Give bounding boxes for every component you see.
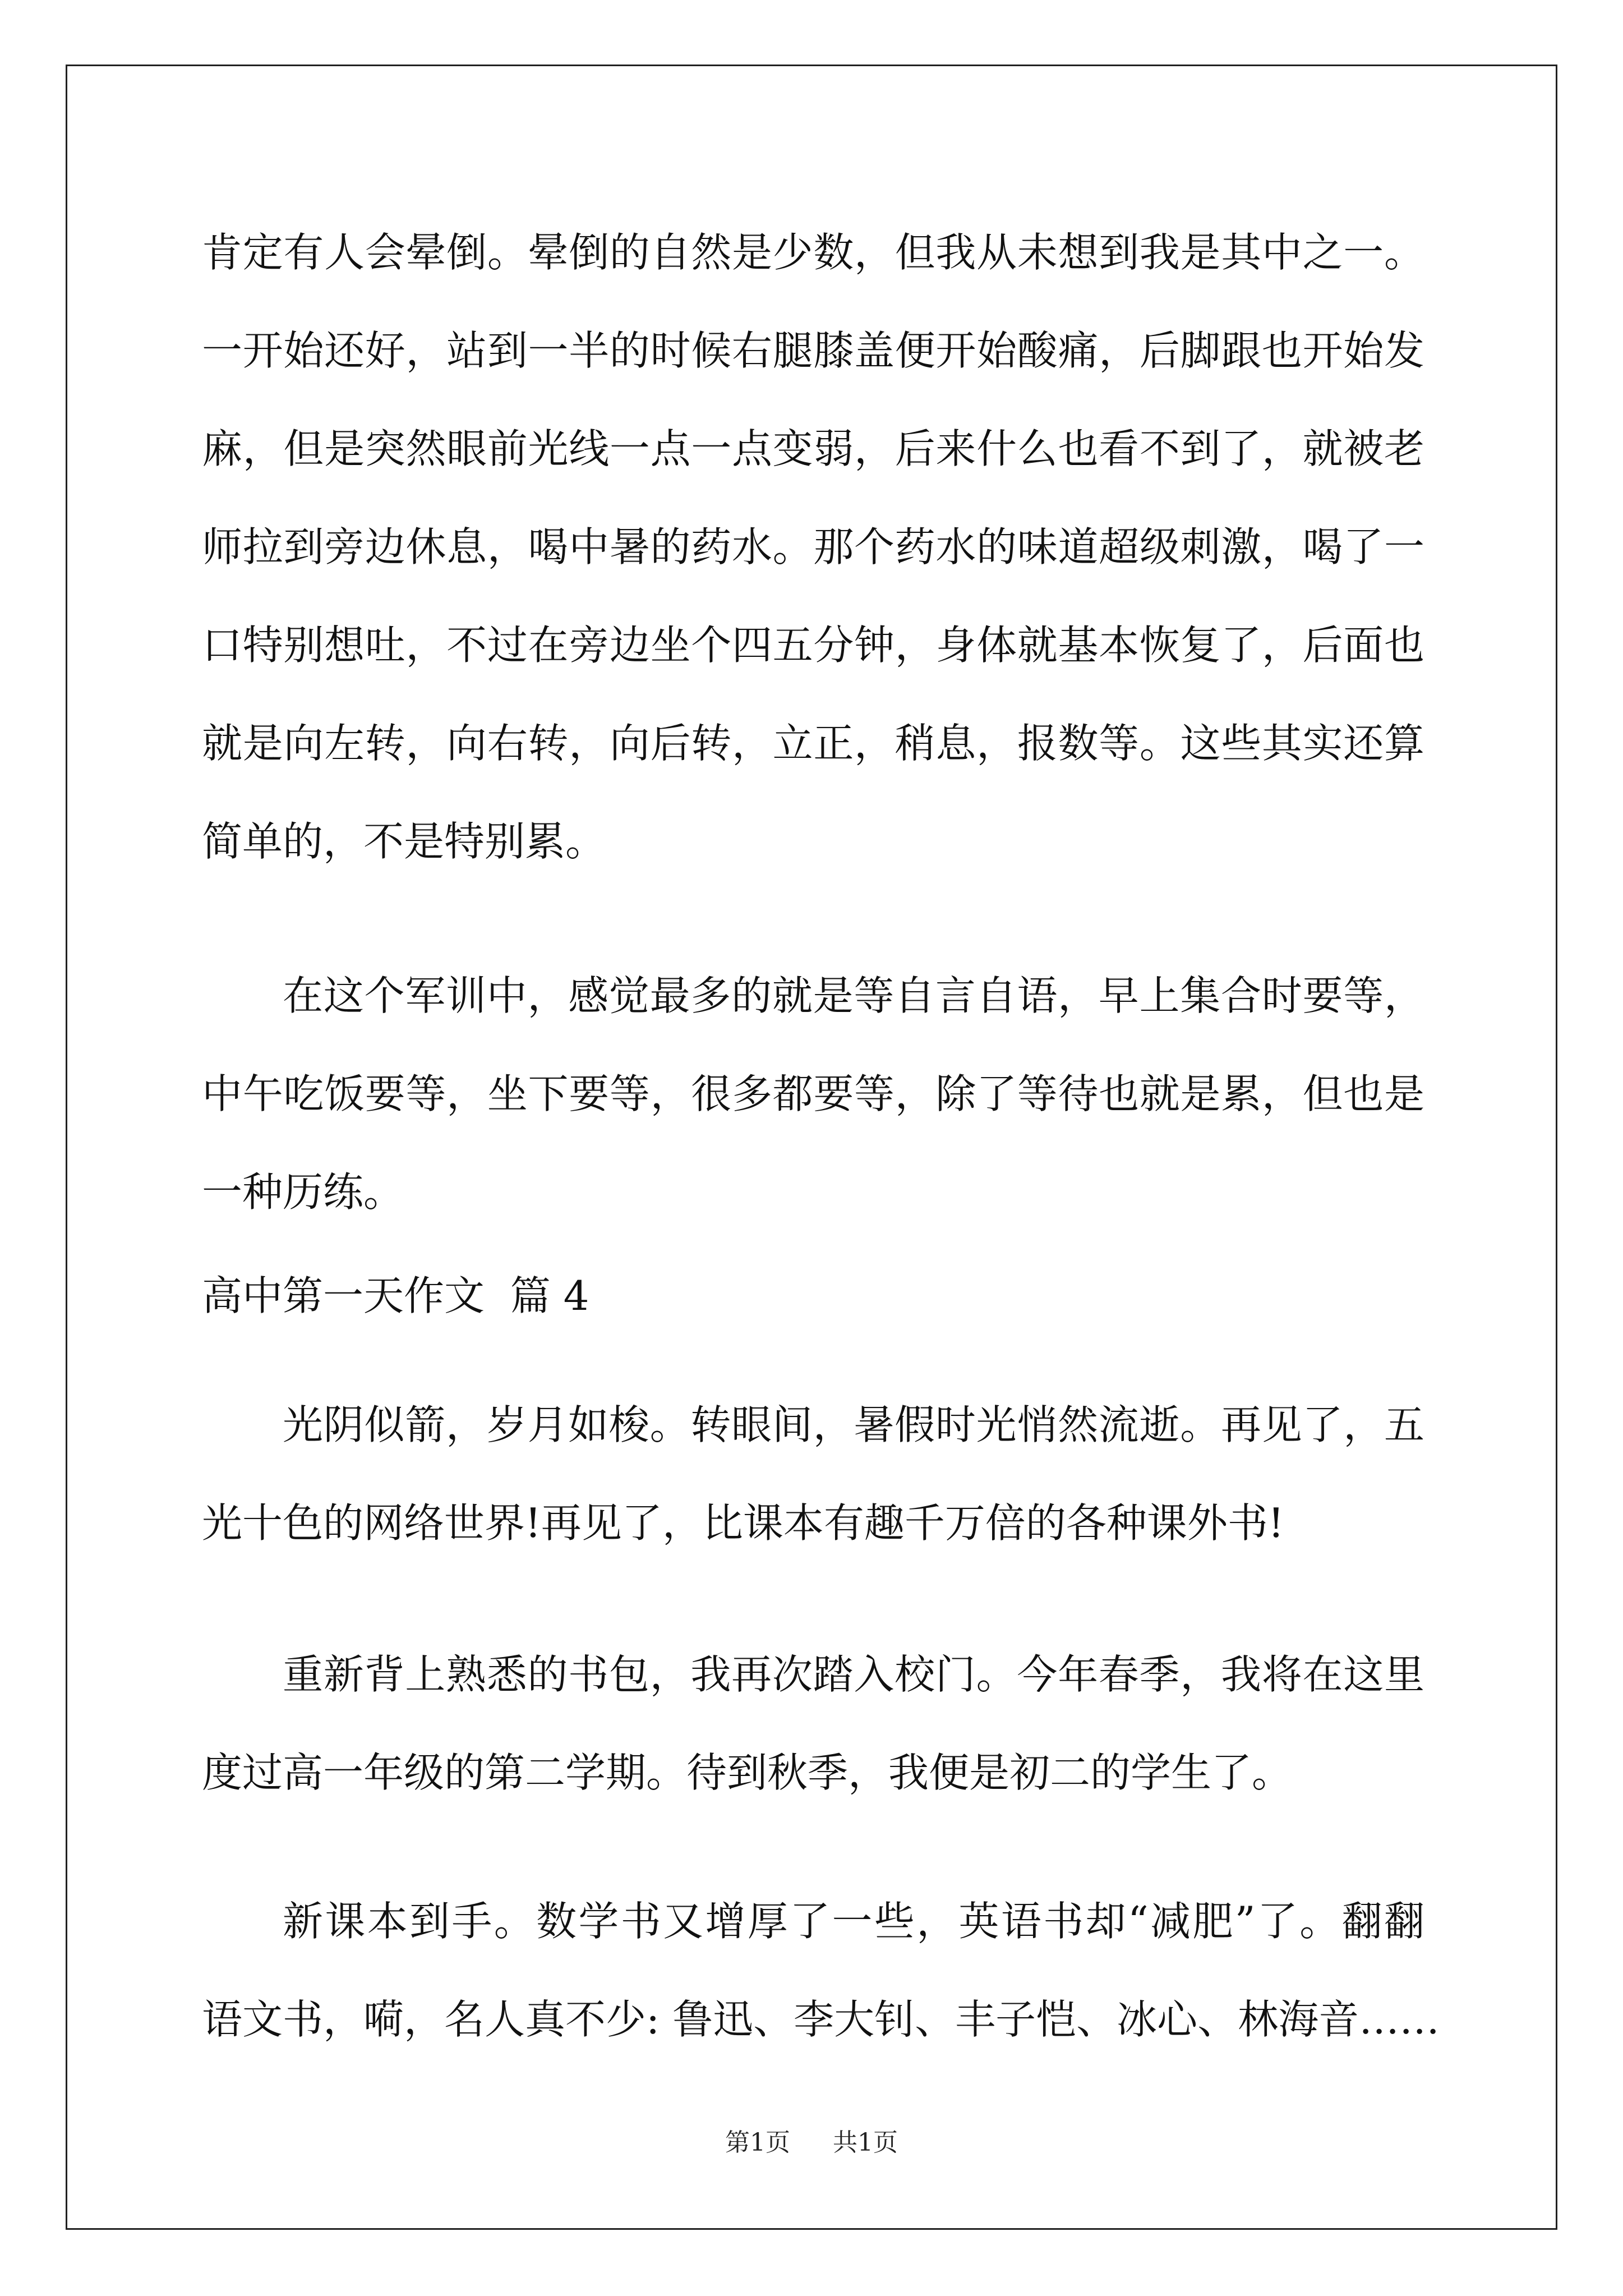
page-total: 共1页 xyxy=(833,2128,898,2157)
paragraph-line: 光阴似箭，岁月如梭。转眼间，暑假时光悄然流逝。再见了，五 xyxy=(283,1401,1424,1448)
paragraph-line: 中午吃饭要等，坐下要等，很多都要等，除了等待也就是累，但也是 xyxy=(202,1070,1424,1117)
page-number: 第1页 xyxy=(725,2128,790,2157)
paragraph-line: 就是向左转，向右转，向后转，立正，稍息，报数等。这些其实还算 xyxy=(202,720,1424,767)
paragraph-line: 师拉到旁边休息，喝中暑的药水。那个药水的味道超级刺激，喝了一 xyxy=(202,523,1424,570)
paragraph-line: 一开始还好，站到一半的时候右腿膝盖便开始酸痛，后脚跟也开始发 xyxy=(202,327,1424,374)
paragraph-line: 简单的，不是特别累。 xyxy=(202,818,606,865)
paragraph-line: 肯定有人会晕倒。晕倒的自然是少数，但我从未想到我是其中之一。 xyxy=(202,229,1424,276)
paragraph-line: 语文书，嗬，名人真不少: 鲁迅、李大钊、丰子恺、冰心、林海音…… xyxy=(202,1996,1440,2043)
page-footer xyxy=(0,2126,1623,2160)
paragraph-line: 口特别想吐，不过在旁边坐个四五分钟，身体就基本恢复了，后面也 xyxy=(202,622,1424,669)
paragraph-line: 重新背上熟悉的书包，我再次踏入校门。今年春季，我将在这里 xyxy=(283,1651,1424,1698)
paragraph-line: 一种历练。 xyxy=(202,1168,404,1216)
paragraph-line: 光十色的网络世界!再见了，比课本有趣千万倍的各种课外书! xyxy=(202,1499,1284,1547)
paragraph-line: 新课本到手。数学书又增厚了一些，英语书却“减肥”了。翻翻 xyxy=(283,1898,1424,1945)
section-heading: 高中第一天作文 篇 4 xyxy=(202,1272,589,1319)
paragraph-line: 麻，但是突然眼前光线一点一点变弱，后来什么也看不到了，就被老 xyxy=(202,425,1424,472)
paragraph-line: 在这个军训中，感觉最多的就是等自言自语，早上集合时要等， xyxy=(283,972,1424,1019)
paragraph-line: 度过高一年级的第二学期。待到秋季，我便是初二的学生了。 xyxy=(202,1749,1293,1796)
